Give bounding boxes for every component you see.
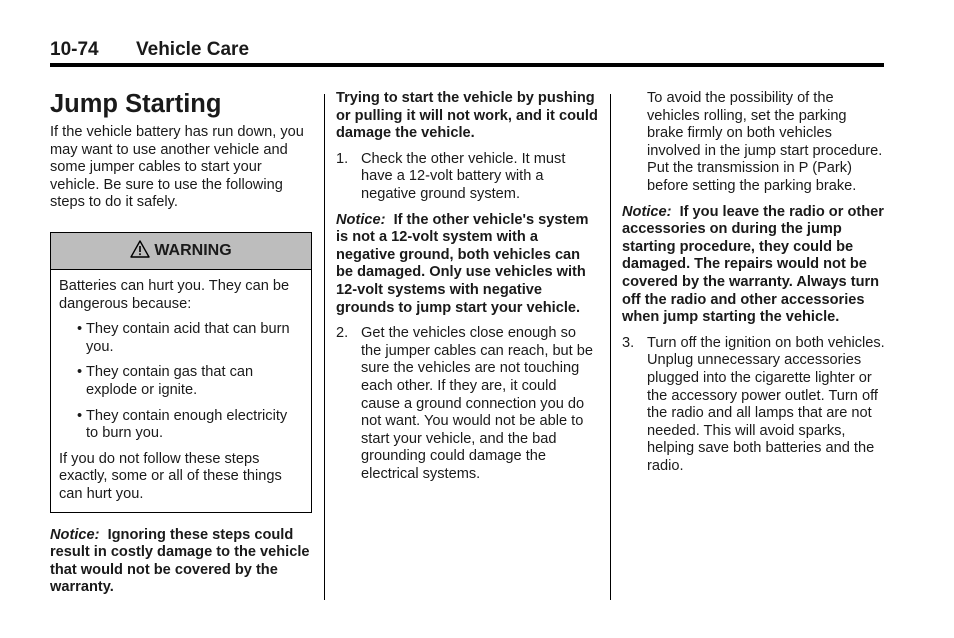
notice-text: Ignoring these steps could result in costly damage to the vehicle that would not be covered by the warranty. <box>50 526 310 596</box>
column-divider <box>324 94 325 600</box>
step-number: 1. <box>336 150 349 167</box>
notice-text: If the other vehicle's system is not a 12-volt system with a negative ground, both vehicles can be damaged. Only use vehicles with 12-volt systems with negative grounds to jump start your vehicle. <box>336 211 589 316</box>
step-1 <box>336 151 598 204</box>
page-header <box>50 38 884 62</box>
column-2 <box>336 90 598 491</box>
warning-closing: If you do not follow these steps exactly, some or all of these things can hurt you. <box>59 450 282 502</box>
list-item: • They contain gas that can explode or ignite. <box>77 364 254 398</box>
bold-caution-paragraph: Trying to start the vehicle by pushing or pulling it will not work, and it could damage the vehicle. <box>336 90 598 142</box>
step-text: Check the other vehicle. It must have a 12-volt battery with a negative ground system. <box>361 150 566 202</box>
notice-paragraph <box>336 212 598 318</box>
column-1 <box>50 90 312 597</box>
warning-triangle-icon <box>130 240 154 263</box>
warning-bullet-list <box>59 321 303 443</box>
step-2 <box>336 325 598 483</box>
header-rule <box>50 63 884 67</box>
notice-text: If you leave the radio or other accessories on during the jump starting procedure, they could be damaged. The repairs would not be covered by the warranty. Always turn off the radio and other accessories when jump starting the vehicle. <box>622 203 884 326</box>
step-3 <box>622 335 886 476</box>
step-2-continuation: To avoid the possibility of the vehicles rolling, set the parking brake firmly on both vehicles involved in the jump start procedure. Put the transmission in P (Park) before setting the parking brake. <box>647 90 883 194</box>
step-text: Get the vehicles close enough so the jumper cables can reach, but be sure the vehicles are not touching each other. If they are, it could cause a ground connection you do not want. You would not be able to start your vehicle, and the bad grounding could damage the electrical systems. <box>361 325 594 482</box>
warning-body <box>51 270 311 512</box>
warning-label: WARNING <box>154 242 232 260</box>
step-number: 3. <box>622 334 635 351</box>
warning-header <box>51 233 311 270</box>
page-title: Jump Starting <box>50 90 222 118</box>
notice-label: Notice: <box>622 203 672 220</box>
notice-paragraph <box>622 204 886 327</box>
notice-paragraph <box>50 527 312 597</box>
intro-paragraph: If the vehicle battery has run down, you may want to use another vehicle and some jumper cables to start your vehicle. Be sure to use the following steps to do it safely. <box>50 124 304 211</box>
notice-label: Notice: <box>336 211 386 228</box>
list-item: • They contain acid that can burn you. <box>77 321 290 355</box>
warning-lead: Batteries can hurt you. They can be dangerous because: <box>59 277 290 312</box>
column-divider <box>610 94 611 600</box>
notice-label: Notice: <box>50 526 100 543</box>
page-number: 10-74 <box>50 39 99 60</box>
list-item: • They contain enough electricity to burn you. <box>77 407 288 442</box>
column-3 <box>622 90 886 483</box>
section-title: Vehicle Care <box>136 39 250 60</box>
step-text: Turn off the ignition on both vehicles. Unplug unnecessary accessories plugged into the cigarette lighter or the accessory power outlet. Turn off the radio and all lamps that are not needed. This will avoid sparks, helping save both batteries and the radio. <box>647 334 885 474</box>
warning-box <box>50 232 312 513</box>
step-number: 2. <box>336 325 349 342</box>
